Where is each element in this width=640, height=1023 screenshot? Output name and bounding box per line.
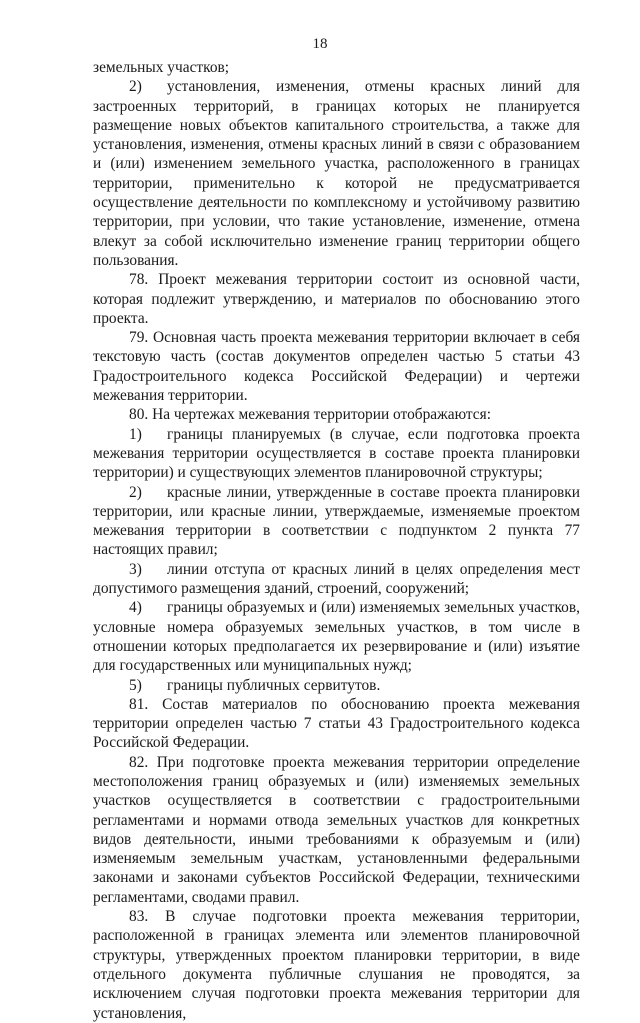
list-item-text: установления, изменения, отмены красных линий для застроенных территорий, в границах которых не планируется размещение новых объектов капитального строительства, а также для установления, изменения, отмены красных линий в связи с образованием и (или) изменением земельного участка, расположенного в границах территории, применительно к которой не предусматривается осуществление деятельности по комплексному и устойчивому развитию территории, при условии, что такие установление, изменение, отмена влекут за собой исключительно изменение границ территории общего пользования. (93, 78, 580, 269)
list-item-2-red-lines (93, 77, 580, 270)
list-item-number: 5) (129, 676, 142, 694)
paragraph-83: 83. В случае подготовки проекта межевания территории, расположенной в границах элемента или элементов планировочной структуры, утвержденных проектом планировки территории, в виде отдельного документа публичные слушания не проводятся, за исключением случая подготовки проекта межевания территории для установления, (93, 908, 580, 1022)
paragraph-82: 82. При подготовке проекта межевания территории определение местоположения границ образуемых и (или) изменяемых земельных участков осуществляется в соответствии с градостроительными регламентами и нормами отвода земельных участков для конкретных видов деятельности, иными требованиями к образуемым и (или) изменяемым земельным участкам, установленными федеральными законами и законами субъектов Российской Федерации, техническими регламентами, сводами правил. (93, 753, 580, 906)
list-item-number: 1) (129, 425, 142, 443)
list-item-4-land-plots (93, 598, 580, 675)
list-item-text: красные линии, утвержденные в составе проекта планировки территории, или красные линии, утверждаемые, изменяемые проектом межевания территории в соответствии с подпунктом 2 пункта 77 настоящих правил; (93, 483, 580, 559)
list-item-text: границы планируемых (в случае, если подготовка проекта межевания территории осуществляется в составе проекта планировки территории) и существующих элементов планировочной структуры; (93, 425, 580, 482)
list-item-text: границы публичных сервитутов. (167, 676, 381, 694)
paragraph-81: 81. Состав материалов по обоснованию проекта межевания территории определен частью 7 статьи 43 Градостроительного кодекса Российской Федерации. (93, 695, 580, 752)
list-item-2-red-lines-approved (93, 483, 580, 560)
paragraph-78: 78. Проект межевания территории состоит из основной части, которая подлежит утверждению, и материалов по обоснованию этого проекта. (93, 271, 580, 327)
list-item-number: 2) (129, 78, 142, 96)
paragraph-80: 80. На чертежах межевания территории отображаются: (129, 406, 491, 424)
page-number: 18 (312, 36, 328, 52)
list-item-number: 2) (129, 483, 142, 501)
list-item-number: 3) (129, 560, 142, 578)
document-body (93, 58, 580, 1023)
list-item-text: линии отступа от красных линий в целях определения мест допустимого размещения зданий, строений, сооружений; (93, 560, 580, 598)
list-item-text: границы образуемых и (или) изменяемых земельных участков, условные номера образуемых земельных участков, в том числе в отношении которых предполагается их резервирование и (или) изъятие для государственных или муниципальных нужд; (93, 599, 580, 675)
list-item-number: 4) (129, 599, 142, 617)
list-item-1-boundaries (93, 425, 580, 483)
list-item-5-servitudes (93, 676, 580, 695)
paragraph-continuation: земельных участков; (93, 59, 230, 76)
paragraph-79: 79. Основная часть проекта межевания территории включает в себя текстовую часть (состав документов определен частью 5 статьи 43 Градостроительного кодекса Российской Федерации) и чертежи межевания территории. (93, 329, 580, 405)
list-item-3-setback-lines (93, 560, 580, 599)
